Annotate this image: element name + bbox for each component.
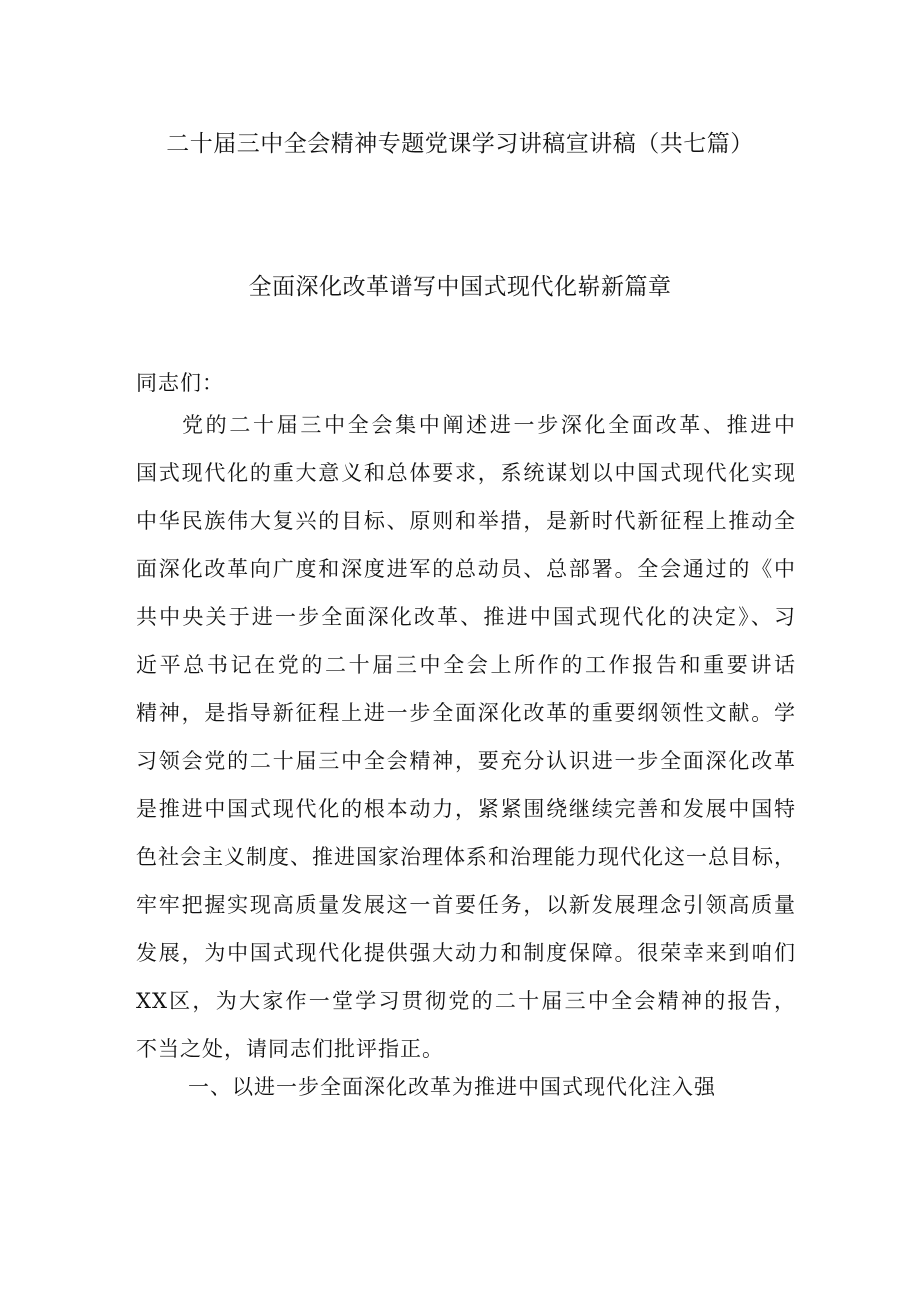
paragraph-line: XX区，为大家作一堂学习贯彻党的二十届三中全会精神的报告， xyxy=(136,989,796,1013)
paragraph-line: 精神，是指导新征程上进一步全面深化改革的重要纲领性文献。学 xyxy=(136,701,796,725)
paragraph-line: 发展，为中国式现代化提供强大动力和制度保障。很荣幸来到咱们 xyxy=(136,941,796,965)
paragraph-line: 色社会主义制度、推进国家治理体系和治理能力现代化这一总目标， xyxy=(136,845,796,869)
paragraph-line: 近平总书记在党的二十届三中全会上所作的工作报告和重要讲话 xyxy=(136,653,796,677)
paragraph-line: 面深化改革向广度和深度进军的总动员、总部署。全会通过的《中 xyxy=(136,557,796,581)
opening-paragraph xyxy=(136,401,796,1073)
paragraph-line: 不当之处，请同志们批评指正。 xyxy=(136,1037,444,1061)
speech-subtitle: 全面深化改革谱写中国式现代化崭新篇章 xyxy=(248,274,672,300)
paragraph-line: 习领会党的二十届三中全会精神，要充分认识进一步全面深化改革 xyxy=(136,749,796,773)
paragraph-line: 共中央关于进一步全面深化改革、推进中国式现代化的决定》、习 xyxy=(136,605,796,629)
document-title: 二十届三中全会精神专题党课学习讲稿宣讲稿（共七篇） xyxy=(166,131,754,157)
paragraph-line: 国式现代化的重大意义和总体要求，系统谋划以中国式现代化实现 xyxy=(136,461,796,485)
paragraph-line: 牢牢把握实现高质量发展这一首要任务，以新发展理念引领高质量 xyxy=(136,893,796,917)
paragraph-line: 是推进中国式现代化的根本动力，紧紧围绕继续完善和发展中国特 xyxy=(136,797,796,821)
paragraph-line: 党的二十届三中全会集中阐述进一步深化全面改革、推进中 xyxy=(182,413,796,437)
paragraph-line: 中华民族伟大复兴的目标、原则和举措，是新时代新征程上推动全 xyxy=(136,509,796,533)
salutation: 同志们： xyxy=(136,371,224,395)
section-heading-1: 一、以进一步全面深化改革为推进中国式现代化注入强 xyxy=(188,1075,716,1099)
